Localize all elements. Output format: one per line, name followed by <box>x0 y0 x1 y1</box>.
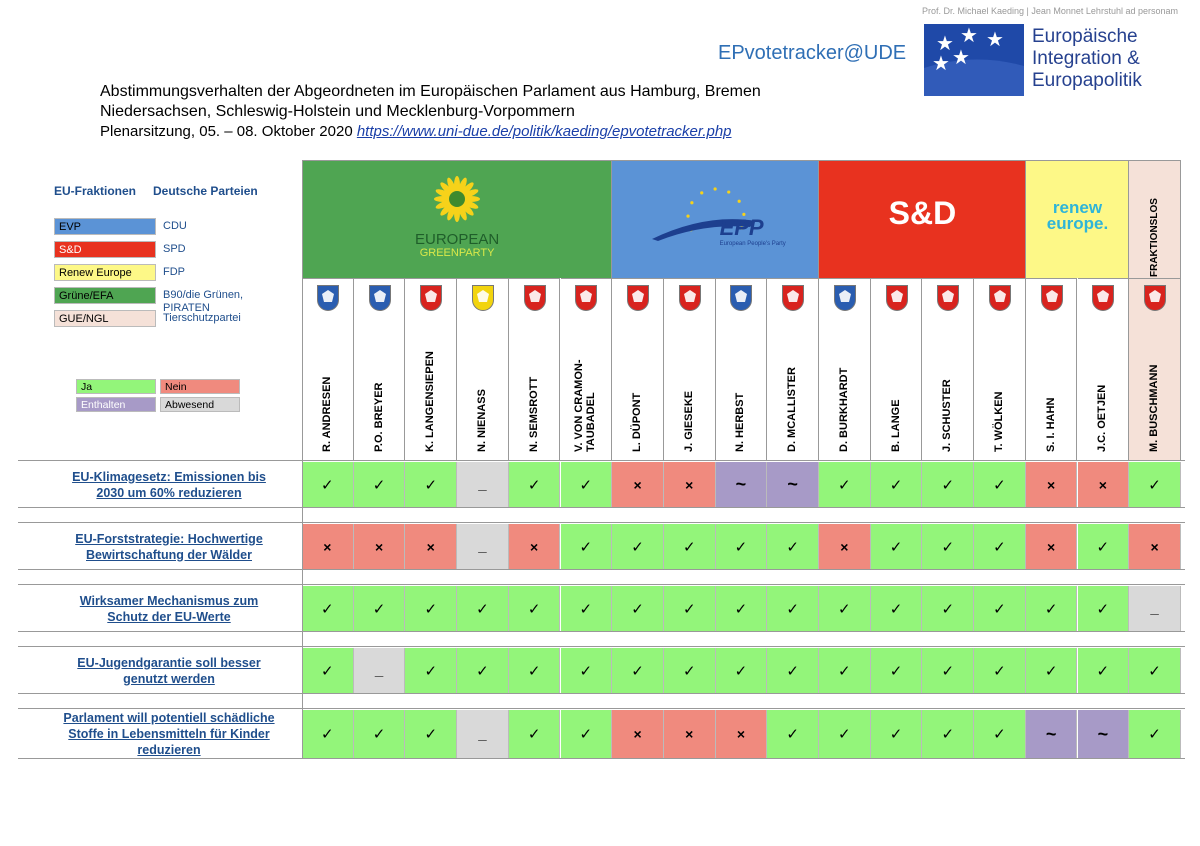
member-name: J.C. OETJEN <box>1096 384 1109 452</box>
vote-cell: ✓ <box>457 586 509 631</box>
vote-cell: ✓ <box>974 648 1026 693</box>
vote-cell: ✓ <box>457 648 509 693</box>
vote-cell: _ <box>457 710 509 758</box>
vote-cell: ~ <box>767 462 819 507</box>
vote-cell: ✓ <box>716 524 768 569</box>
faction-logo-line: S&D <box>888 195 957 231</box>
member-name-cell <box>1129 316 1181 460</box>
member-name-cell <box>354 316 406 460</box>
vote-cell: ✓ <box>509 586 561 631</box>
member-name: J. GIESEKE <box>682 390 695 452</box>
vote-cell: ✓ <box>974 524 1026 569</box>
faction-header <box>1026 160 1129 278</box>
crest-cell <box>457 278 509 316</box>
vote-cell: ✓ <box>1129 462 1181 507</box>
vote-title-line[interactable]: Bewirtschaftung der Wälder <box>86 547 252 562</box>
brand-title: EPvotetracker@UDE <box>718 42 907 64</box>
vote-cell: ✓ <box>871 710 923 758</box>
legend-party-label: Tierschutzpartei <box>163 312 241 324</box>
vote-cell: ✓ <box>302 462 354 507</box>
row-rule <box>18 569 1185 570</box>
faction-logo-line: europe. <box>1046 214 1109 233</box>
crest-cell <box>612 278 664 316</box>
vote-cell: × <box>664 710 716 758</box>
legend-groups-heading: EU-Fraktionen <box>54 184 137 198</box>
vote-title-line[interactable]: Parlament will potentiell schädliche <box>63 711 275 725</box>
faction-logo-line: GREENPARTY <box>419 247 495 259</box>
vote-cell: ✓ <box>561 586 613 631</box>
legend-group-swatch: Renew Europe <box>54 264 156 281</box>
row-rule <box>18 522 1185 523</box>
state-crest-icon <box>472 285 494 311</box>
vote-cell: ✓ <box>922 648 974 693</box>
vote-cell: ✓ <box>871 648 923 693</box>
crest-cell <box>974 278 1026 316</box>
faction-header <box>819 160 1026 278</box>
member-name-cell <box>302 316 354 460</box>
vote-cell: × <box>664 462 716 507</box>
row-rule <box>18 708 1185 709</box>
faction-header <box>302 160 612 278</box>
row-rule <box>18 693 1185 694</box>
vote-title-line[interactable]: EU-Forststrategie: Hochwertige <box>75 531 263 546</box>
member-name: N. SEMSROTT <box>527 376 540 452</box>
state-crest-icon <box>886 285 908 311</box>
vote-cell: × <box>354 524 406 569</box>
vote-title-line[interactable]: genutzt werden <box>123 671 215 686</box>
faction-logo-line: EPP <box>719 215 764 240</box>
legend-group-swatch: EVP <box>54 218 156 235</box>
crest-cell <box>354 278 406 316</box>
chair-label: Prof. Dr. Michael Kaeding | Jean Monnet Lehrstuhl ad personam <box>922 6 1178 16</box>
vote-cell: × <box>612 462 664 507</box>
vote-cell: ✓ <box>302 586 354 631</box>
vote-cell: ✓ <box>405 648 457 693</box>
vote-cell: ✓ <box>354 710 406 758</box>
member-name-cell <box>819 316 871 460</box>
member-name-cell <box>716 316 768 460</box>
vote-cell: ✓ <box>974 586 1026 631</box>
vote-cell: ✓ <box>922 586 974 631</box>
vote-cell: ✓ <box>509 462 561 507</box>
vote-title-line[interactable]: Schutz der EU-Werte <box>107 609 231 624</box>
vote-cell: ✓ <box>922 524 974 569</box>
vote-cell: × <box>716 710 768 758</box>
member-name-cell <box>974 316 1026 460</box>
vote-title[interactable] <box>40 593 298 625</box>
crest-cell <box>405 278 457 316</box>
legend-party-label: CDU <box>163 220 187 232</box>
vote-cell: ✓ <box>974 462 1026 507</box>
vote-cell: _ <box>354 648 406 693</box>
vote-cell: ✓ <box>354 462 406 507</box>
vote-cell: _ <box>457 524 509 569</box>
row-rule <box>18 646 1185 647</box>
vote-cell: ✓ <box>509 648 561 693</box>
crest-cell <box>716 278 768 316</box>
member-name: B. LANGE <box>889 399 902 452</box>
vote-title[interactable] <box>40 710 298 758</box>
svg-text:★: ★ <box>986 27 1004 51</box>
member-name: S. I. HAHN <box>1044 397 1057 452</box>
vote-cell: ✓ <box>561 710 613 758</box>
vote-title-line[interactable]: Wirksamer Mechanismus zum <box>79 593 259 608</box>
vote-cell: ✓ <box>1026 648 1078 693</box>
logo-text <box>1032 26 1142 92</box>
state-crest-icon <box>1144 285 1166 311</box>
legend-parties-heading: Deutsche Parteien <box>153 184 258 198</box>
state-crest-icon <box>420 285 442 311</box>
vote-cell: ✓ <box>871 462 923 507</box>
vote-cell: ✓ <box>974 710 1026 758</box>
state-crest-icon <box>1092 285 1114 311</box>
vote-title[interactable] <box>40 531 298 563</box>
state-crest-icon <box>782 285 804 311</box>
member-name-cell <box>405 316 457 460</box>
vote-cell: ✓ <box>716 648 768 693</box>
vote-cell: ✓ <box>1078 648 1130 693</box>
title-line-1: Abstimmungsverhalten der Abgeordneten im Europäischen Parlament aus Hamburg, Bremen <box>100 83 761 100</box>
state-crest-icon <box>989 285 1011 311</box>
vote-title-line[interactable]: 2030 um 60% reduzieren <box>96 485 242 500</box>
row-rule <box>18 758 1185 759</box>
state-crest-icon <box>679 285 701 311</box>
vote-cell: ✓ <box>561 648 613 693</box>
vote-cell: ✓ <box>767 524 819 569</box>
legend-party-label: B90/die Grünen, PIRATEN <box>163 289 244 314</box>
faction-logo-line: European People's Party <box>719 241 786 247</box>
title-line-2: Niedersachsen, Schleswig-Holstein und Mecklenburg-Vorpommern <box>100 103 575 120</box>
vote-cell: ✓ <box>405 586 457 631</box>
crest-cell <box>871 278 923 316</box>
member-name: N. HERBST <box>734 392 747 452</box>
crest-cell <box>922 278 974 316</box>
vote-cell: ✓ <box>819 710 871 758</box>
vote-cell: ✓ <box>405 462 457 507</box>
state-crest-icon <box>834 285 856 311</box>
state-crest-icon <box>937 285 959 311</box>
crest-cell <box>819 278 871 316</box>
vote-cell: ✓ <box>819 586 871 631</box>
state-crest-icon <box>627 285 649 311</box>
grid-left-rule <box>302 160 303 758</box>
vote-cell: × <box>819 524 871 569</box>
legend-vote-swatch: Enthalten <box>76 397 156 412</box>
member-name: L. DÜPONT <box>631 392 644 452</box>
svg-text:★: ★ <box>936 31 954 55</box>
legend-vote-swatch: Ja <box>76 379 156 394</box>
member-name-cell <box>509 316 561 460</box>
faction-header <box>612 160 819 278</box>
vote-cell: ✓ <box>302 710 354 758</box>
vote-cell: ✓ <box>354 586 406 631</box>
vote-cell: ✓ <box>1078 524 1130 569</box>
vote-cell: ✓ <box>1129 710 1181 758</box>
vote-cell: ✓ <box>922 462 974 507</box>
vote-title-line[interactable]: EU-Klimagesetz: Emissionen bis <box>72 469 266 484</box>
member-name-cell <box>664 316 716 460</box>
vote-title-line[interactable]: Stoffe in Lebensmitteln für Kinder <box>68 727 270 741</box>
vote-cell: × <box>302 524 354 569</box>
vote-cell: × <box>509 524 561 569</box>
vote-cell: _ <box>1129 586 1181 631</box>
member-name: J. SCHUSTER <box>941 379 954 452</box>
vote-cell: ~ <box>1026 710 1078 758</box>
legend-vote-swatch: Nein <box>160 379 240 394</box>
legend-group-swatch: S&D <box>54 241 156 258</box>
crest-cell <box>1078 278 1130 316</box>
vote-cell: ✓ <box>664 586 716 631</box>
row-rule <box>18 507 1185 508</box>
vote-cell: ✓ <box>871 586 923 631</box>
logo-line-3: Europapolitik <box>1032 70 1142 91</box>
vote-cell: × <box>612 710 664 758</box>
state-crest-icon <box>524 285 546 311</box>
vote-cell: ✓ <box>561 524 613 569</box>
eu-stars-logo <box>924 24 1024 96</box>
member-name-cell <box>1078 316 1130 460</box>
vote-cell: ✓ <box>405 710 457 758</box>
vote-cell: ✓ <box>767 586 819 631</box>
page-title <box>100 82 761 142</box>
state-crest-icon <box>317 285 339 311</box>
member-name: R. ANDRESEN <box>320 376 333 452</box>
vote-cell: ~ <box>1078 710 1130 758</box>
vote-cell: ✓ <box>612 648 664 693</box>
vote-cell: × <box>1026 462 1078 507</box>
member-name-cell <box>1026 316 1078 460</box>
faction-header <box>1129 160 1181 278</box>
vote-cell: × <box>1026 524 1078 569</box>
state-crest-icon <box>369 285 391 311</box>
vote-cell: ✓ <box>1026 586 1078 631</box>
vote-cell: ✓ <box>1078 586 1130 631</box>
row-rule <box>18 631 1185 632</box>
member-name: D. BURKHARDT <box>837 367 850 452</box>
vote-cell: ✓ <box>561 462 613 507</box>
legend-party-label: FDP <box>163 266 185 278</box>
faction-logo-line: EUROPEAN <box>415 231 500 248</box>
vote-cell: ✓ <box>716 586 768 631</box>
crest-cell <box>561 278 613 316</box>
vote-cell: ~ <box>716 462 768 507</box>
member-name-cell <box>767 316 819 460</box>
vote-cell: ✓ <box>612 524 664 569</box>
member-name-cell <box>561 316 613 460</box>
vote-cell: × <box>1078 462 1130 507</box>
member-name: V. VON CRAMON-TAUBADEL <box>573 359 598 452</box>
state-crest-icon <box>1041 285 1063 311</box>
logo-line-1: Europäische <box>1032 26 1138 47</box>
member-name: T. WÖLKEN <box>992 391 1005 452</box>
vote-cell: ✓ <box>664 524 716 569</box>
row-rule <box>18 584 1185 585</box>
sunflower-icon <box>432 175 482 223</box>
legend-vote-swatch: Abwesend <box>160 397 240 412</box>
svg-text:★: ★ <box>932 51 950 75</box>
state-crest-icon <box>575 285 597 311</box>
crest-cell <box>302 278 354 316</box>
crest-cell <box>509 278 561 316</box>
title-line-3 <box>100 122 761 142</box>
vote-cell: ✓ <box>922 710 974 758</box>
vote-cell: ✓ <box>509 710 561 758</box>
member-name: M. BUSCHMANN <box>1148 364 1161 452</box>
legend-group-swatch: GUE/NGL <box>54 310 156 327</box>
vote-cell: ✓ <box>767 710 819 758</box>
logo-line-2: Integration & <box>1032 48 1140 69</box>
vote-cell: ✓ <box>664 648 716 693</box>
member-name: N. NIENASS <box>475 389 488 452</box>
vote-cell: ✓ <box>612 586 664 631</box>
tracker-link[interactable]: https://www.uni-due.de/politik/kaeding/epvotetracker.php <box>356 123 732 140</box>
vote-cell: ✓ <box>302 648 354 693</box>
vote-cell: ✓ <box>819 462 871 507</box>
vote-cell: ✓ <box>1129 648 1181 693</box>
vote-cell: × <box>405 524 457 569</box>
svg-text:★: ★ <box>952 45 970 69</box>
crest-cell <box>1026 278 1078 316</box>
vote-title[interactable] <box>40 469 298 501</box>
member-name-cell <box>922 316 974 460</box>
svg-text:★: ★ <box>960 24 978 47</box>
faction-logo-line: renew <box>1052 198 1103 217</box>
vote-title-line[interactable]: EU-Jugendgarantie soll besser <box>77 655 261 670</box>
header-rule <box>18 460 1185 461</box>
crest-cell <box>664 278 716 316</box>
vote-cell: ✓ <box>767 648 819 693</box>
session-label: Plenarsitzung, 05. – 08. Oktober 2020 <box>100 123 353 140</box>
vote-cell: ✓ <box>819 648 871 693</box>
crest-cell <box>767 278 819 316</box>
member-name: P.O. BREYER <box>372 382 385 452</box>
member-name: K. LANGENSIEPEN <box>424 351 437 452</box>
vote-cell: × <box>1129 524 1181 569</box>
crest-cell <box>1129 278 1181 316</box>
legend-party-label: SPD <box>163 243 186 255</box>
member-name: D. MCALLISTER <box>786 367 799 452</box>
state-crest-icon <box>730 285 752 311</box>
member-name-cell <box>457 316 509 460</box>
member-name-cell <box>871 316 923 460</box>
vote-cell: _ <box>457 462 509 507</box>
faction-logo-line: FRAKTIONSLOS <box>1149 198 1161 277</box>
vote-title-line[interactable]: reduzieren <box>137 743 201 757</box>
member-name-cell <box>612 316 664 460</box>
legend-group-swatch: Grüne/EFA <box>54 287 156 304</box>
vote-cell: ✓ <box>871 524 923 569</box>
vote-title[interactable] <box>40 655 298 687</box>
